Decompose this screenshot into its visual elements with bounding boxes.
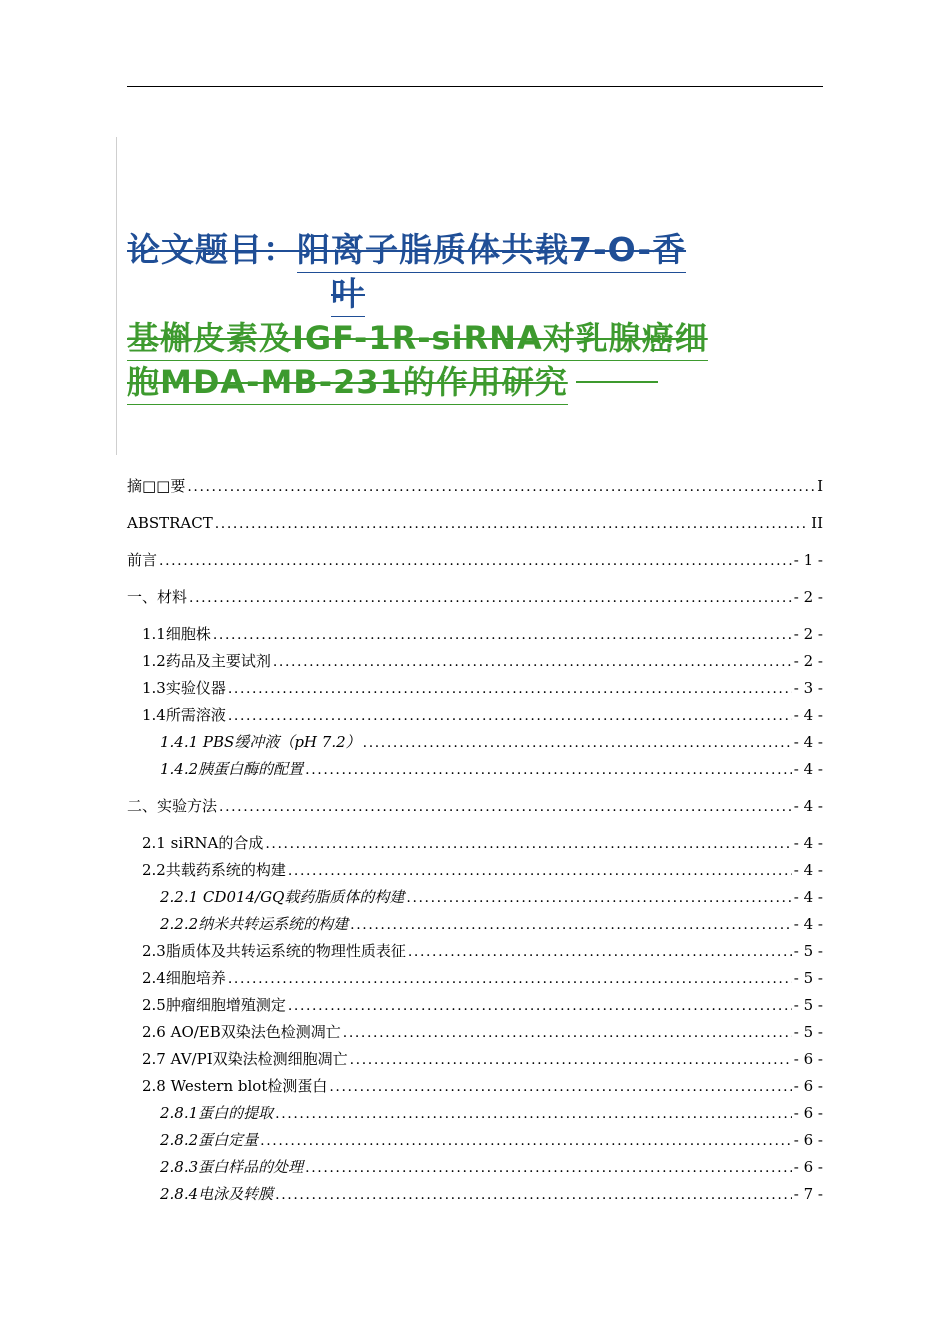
toc-label: 2.8.1蛋白的提取 — [160, 1104, 274, 1122]
title-line-3: 基槲皮素及IGF-1R-siRNA对乳腺癌细 — [127, 316, 708, 361]
toc-page: - 2 - — [793, 652, 823, 670]
toc-label: 1.4.2胰蛋白酶的配置 — [160, 760, 304, 778]
toc-leader — [305, 759, 792, 781]
toc-page: - 2 - — [793, 588, 823, 606]
margin-mark — [116, 137, 117, 455]
toc-entry[interactable] — [127, 913, 823, 935]
toc-leader — [305, 1157, 792, 1179]
title-prefix: 论文题目： — [127, 230, 297, 269]
toc-label: 2.6 AO/EB双染法色检测凋亡 — [142, 1023, 341, 1041]
toc-entry[interactable] — [127, 832, 823, 854]
toc-entry[interactable] — [127, 758, 823, 780]
toc-entry[interactable] — [127, 967, 823, 989]
title-line-4: 胞MDA-MB-231的作用研究 — [127, 360, 568, 405]
toc-leader — [363, 732, 792, 754]
toc-entry[interactable] — [127, 704, 823, 726]
toc-entry[interactable] — [127, 1075, 823, 1097]
toc-leader — [288, 995, 792, 1017]
toc-entry[interactable] — [127, 1048, 823, 1070]
toc-page: - 5 - — [793, 942, 823, 960]
toc-entry[interactable] — [127, 994, 823, 1016]
toc-entry[interactable] — [127, 1129, 823, 1151]
toc-page: - 4 - — [793, 915, 823, 933]
toc-label: ABSTRACT — [127, 514, 213, 532]
toc-leader — [343, 1022, 792, 1044]
toc-leader — [288, 860, 792, 882]
toc-leader — [215, 513, 809, 535]
toc-label: 2.8.2蛋白定量 — [160, 1131, 259, 1149]
toc-page: - 1 - — [793, 551, 823, 569]
toc-label: 1.4所需溶液 — [142, 706, 226, 724]
title-tail-rule — [576, 381, 658, 383]
toc-label: 2.4细胞培养 — [142, 969, 226, 987]
toc-label: 1.2药品及主要试剂 — [142, 652, 271, 670]
toc-label: 2.2.2纳米共转运系统的构建 — [160, 915, 349, 933]
toc-leader — [275, 1103, 792, 1125]
title-line-1: 阳离子脂质体共载7-O-香 — [297, 228, 686, 273]
title-line-2: 叶 — [331, 272, 365, 317]
toc-leader — [275, 1184, 792, 1206]
toc-entry[interactable] — [127, 1183, 823, 1205]
toc-leader — [213, 624, 792, 646]
toc-label: 前言 — [127, 551, 158, 569]
toc-leader — [260, 1130, 792, 1152]
toc-page: - 4 - — [793, 797, 823, 815]
toc-label: 2.8 Western blot检测蛋白 — [142, 1077, 328, 1095]
thesis-title — [127, 228, 817, 404]
toc-entry[interactable] — [127, 1021, 823, 1043]
toc-label: 1.4.1 PBS缓冲液（pH 7.2） — [160, 733, 361, 751]
toc-leader — [228, 705, 792, 727]
toc-entry[interactable] — [127, 549, 823, 571]
toc-label: 2.1 siRNA的合成 — [142, 834, 264, 852]
toc-page: - 6 - — [793, 1158, 823, 1176]
toc-page: - 6 - — [793, 1104, 823, 1122]
toc-entry[interactable] — [127, 886, 823, 908]
toc-leader — [228, 678, 792, 700]
toc-page: I — [817, 477, 823, 495]
toc-entry[interactable] — [127, 650, 823, 672]
toc-entry[interactable] — [127, 623, 823, 645]
toc-label: 2.3脂质体及共转运系统的物理性质表征 — [142, 942, 406, 960]
toc-entry[interactable] — [127, 475, 823, 497]
toc-leader — [159, 550, 792, 572]
toc-page: II — [811, 514, 823, 532]
toc-page: - 5 - — [793, 969, 823, 987]
toc-label: 2.7 AV/PI双染法检测细胞凋亡 — [142, 1050, 348, 1068]
toc-leader — [265, 833, 791, 855]
toc-label: 摘□□要 — [127, 477, 186, 495]
toc-leader — [228, 968, 792, 990]
toc-entry[interactable] — [127, 859, 823, 881]
toc-page: - 4 - — [793, 861, 823, 879]
toc-label: 2.8.4电泳及转膜 — [160, 1185, 274, 1203]
toc-label: 2.5肿瘤细胞增殖测定 — [142, 996, 286, 1014]
toc-leader — [189, 587, 792, 609]
toc-entry[interactable] — [127, 731, 823, 753]
toc-page: - 4 - — [793, 760, 823, 778]
toc-page: - 4 - — [793, 706, 823, 724]
header-rule — [127, 86, 823, 87]
toc-entry[interactable] — [127, 1156, 823, 1178]
toc-entry[interactable] — [127, 940, 823, 962]
toc-entry[interactable] — [127, 677, 823, 699]
toc-entry[interactable] — [127, 795, 823, 817]
toc-page: - 6 - — [793, 1131, 823, 1149]
toc-leader — [408, 941, 792, 963]
toc-page: - 2 - — [793, 625, 823, 643]
toc-page: - 4 - — [793, 733, 823, 751]
toc-page: - 4 - — [793, 834, 823, 852]
toc-page: - 3 - — [793, 679, 823, 697]
toc-label: 二、实验方法 — [127, 797, 218, 815]
toc-page: - 6 - — [793, 1077, 823, 1095]
toc-entry[interactable] — [127, 586, 823, 608]
toc-label: 1.3实验仪器 — [142, 679, 226, 697]
toc-leader — [350, 914, 792, 936]
toc-entry[interactable] — [127, 512, 823, 534]
toc-page: - 5 - — [793, 1023, 823, 1041]
toc-page: - 6 - — [793, 1050, 823, 1068]
toc-label: 2.8.3蛋白样品的处理 — [160, 1158, 304, 1176]
toc-label: 1.1细胞株 — [142, 625, 211, 643]
toc-label: 2.2共载药系统的构建 — [142, 861, 286, 879]
toc-page: - 7 - — [793, 1185, 823, 1203]
toc-label: 一、材料 — [127, 588, 188, 606]
toc-leader — [273, 651, 792, 673]
toc-page: - 5 - — [793, 996, 823, 1014]
toc-leader — [219, 796, 792, 818]
toc-label: 2.2.1 CD014/GQ载药脂质体的构建 — [160, 888, 405, 906]
toc-entry[interactable] — [127, 1102, 823, 1124]
toc-page: - 4 - — [793, 888, 823, 906]
toc-leader — [187, 476, 815, 498]
toc-leader — [406, 887, 791, 909]
toc-leader — [329, 1076, 791, 1098]
toc-leader — [350, 1049, 792, 1071]
